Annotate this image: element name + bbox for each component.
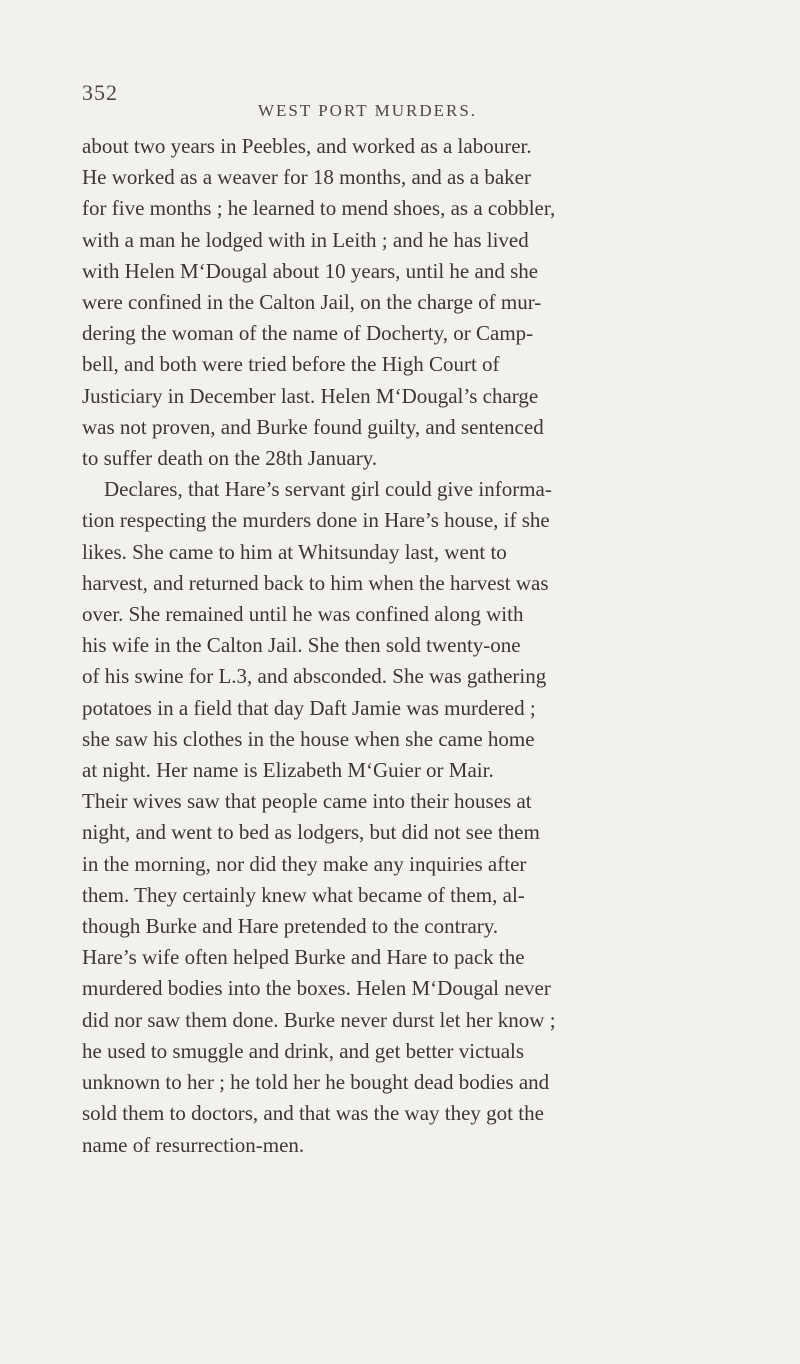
text-line: night, and went to bed as lodgers, but did not see them [82, 820, 540, 845]
text-line: over. She remained until he was confined along with [82, 602, 524, 627]
text-line: murdered bodies into the boxes. Helen M‘Dougal never [82, 976, 551, 1001]
text-line: tion respecting the murders done in Hare’s house, if she [82, 508, 550, 533]
text-line: name of resurrection-men. [82, 1132, 305, 1157]
text-line: though Burke and Hare pretended to the contrary. [82, 914, 499, 939]
text-line: likes. She came to him at Whitsunday last, went to [82, 539, 507, 564]
text-line: bell, and both were tried before the High Court of [82, 352, 500, 377]
text-line: dering the woman of the name of Docherty, or Camp- [82, 321, 534, 346]
text-line: with Helen M‘Dougal about 10 years, until he and she [82, 258, 539, 283]
text-line: them. They certainly knew what became of them, al- [82, 882, 525, 907]
text-line: was not proven, and Burke found guilty, and sentenced [82, 414, 544, 439]
text-line: were confined in the Calton Jail, on the charge of mur- [82, 290, 542, 315]
text-line: in the morning, nor did they make any inquiries after [82, 851, 527, 876]
text-line: He worked as a weaver for 18 months, and as a baker [82, 165, 531, 190]
text-line: Declares, that Hare’s servant girl could give informa- [104, 477, 552, 502]
text-line: at night. Her name is Elizabeth M‘Guier or Mair. [82, 758, 494, 783]
text-line: potatoes in a field that day Daft Jamie was murdered ; [82, 695, 536, 720]
text-line: about two years in Peebles, and worked as a labourer. [82, 134, 532, 158]
text-line: of his swine for L.3, and absconded. She was gathering [82, 664, 547, 689]
text-line: Justiciary in December last. Helen M‘Dougal’s charge [82, 383, 539, 408]
page-number: 352 [82, 80, 118, 105]
text-line: to suffer death on the 28th January. [82, 446, 378, 471]
text-line: did nor saw them done. Burke never durst let her know ; [82, 1007, 556, 1032]
text-line: harvest, and returned back to him when the harvest was [82, 570, 549, 595]
text-line: sold them to doctors, and that was the way they got the [82, 1101, 544, 1126]
text-line: Their wives saw that people came into their houses at [82, 789, 532, 814]
text-line: for five months ; he learned to mend shoes, as a cobbler, [82, 196, 556, 221]
text-line: with a man he lodged with in Leith ; and he has lived [82, 227, 529, 252]
running-head: WEST PORT MURDERS. [258, 101, 478, 120]
text-line: Hare’s wife often helped Burke and Hare to pack the [82, 945, 525, 970]
text-line: he used to smuggle and drink, and get better victuals [82, 1038, 525, 1063]
text-line: his wife in the Calton Jail. She then sold twenty-one [82, 633, 521, 658]
body-text [82, 131, 780, 1161]
text-line: unknown to her ; he told her he bought dead bodies and [82, 1070, 550, 1095]
text-line: she saw his clothes in the house when she came home [82, 726, 535, 751]
